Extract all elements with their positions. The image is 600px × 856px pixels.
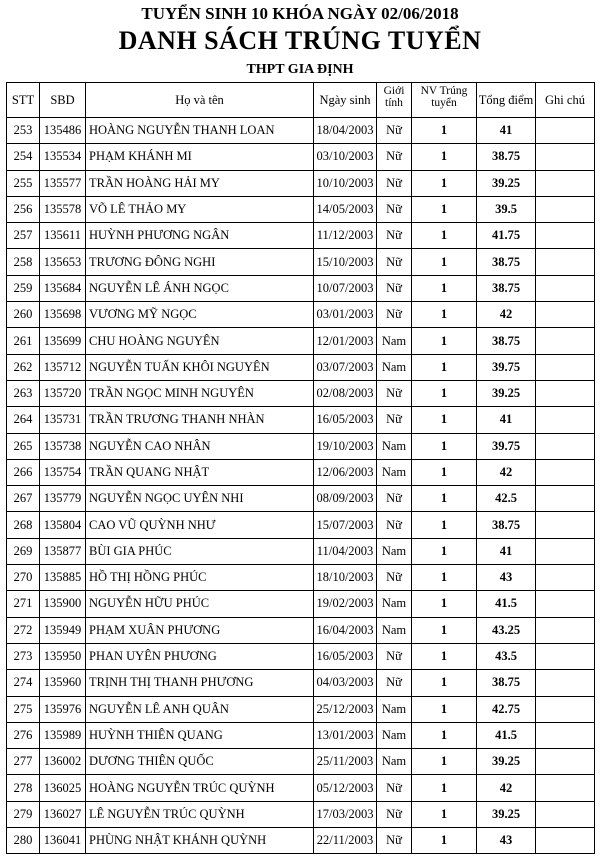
cell-nv: 1 [412, 328, 477, 354]
table-row [7, 670, 595, 696]
cell-nv: 1 [412, 302, 477, 328]
cell-score: 43 [477, 565, 536, 591]
table-row [7, 459, 595, 485]
cell-sbd: 135731 [40, 407, 86, 433]
table-row [7, 591, 595, 617]
cell-dob: 12/01/2003 [314, 328, 377, 354]
cell-score: 41 [477, 538, 536, 564]
cell-score: 43.5 [477, 643, 536, 669]
cell-nv: 1 [412, 670, 477, 696]
cell-name: TRỊNH THỊ THANH PHƯƠNG [86, 670, 314, 696]
cell-sbd: 135754 [40, 459, 86, 485]
table-row [7, 249, 595, 275]
cell-name: NGUYỄN HỮU PHÚC [86, 591, 314, 617]
cell-gender: Nữ [377, 828, 412, 854]
cell-nv: 1 [412, 144, 477, 170]
cell-nv: 1 [412, 722, 477, 748]
cell-note [536, 459, 595, 485]
cell-name: NGUYỄN TUẤN KHÔI NGUYÊN [86, 354, 314, 380]
cell-stt: 260 [7, 302, 40, 328]
cell-stt: 269 [7, 538, 40, 564]
list-title: DANH SÁCH TRÚNG TUYỂN [118, 26, 482, 55]
cell-name: BÙI GIA PHÚC [86, 538, 314, 564]
cell-sbd: 136025 [40, 775, 86, 801]
cell-stt: 276 [7, 722, 40, 748]
cell-score: 38.75 [477, 512, 536, 538]
cell-name: LÊ NGUYỄN TRÚC QUỲNH [86, 801, 314, 827]
cell-gender: Nam [377, 696, 412, 722]
cell-gender: Nữ [377, 275, 412, 301]
cell-gender: Nam [377, 591, 412, 617]
cell-score: 42.5 [477, 486, 536, 512]
cell-sbd: 135989 [40, 722, 86, 748]
cell-gender: Nữ [377, 249, 412, 275]
cell-gender: Nữ [377, 380, 412, 406]
admission-table [6, 82, 595, 854]
cell-note [536, 643, 595, 669]
cell-name: NGUYỄN LÊ ÁNH NGỌC [86, 275, 314, 301]
cell-gender: Nam [377, 328, 412, 354]
cell-dob: 16/04/2003 [314, 617, 377, 643]
cell-note [536, 670, 595, 696]
cell-note [536, 223, 595, 249]
cell-sbd: 135885 [40, 565, 86, 591]
cell-dob: 19/10/2003 [314, 433, 377, 459]
cell-dob: 16/05/2003 [314, 407, 377, 433]
cell-stt: 259 [7, 275, 40, 301]
col-header-dob: Ngày sinh [314, 83, 377, 118]
col-header-note: Ghi chú [536, 83, 595, 118]
table-row [7, 275, 595, 301]
cell-stt: 263 [7, 380, 40, 406]
cell-score: 41.5 [477, 722, 536, 748]
cell-gender: Nữ [377, 302, 412, 328]
cell-stt: 272 [7, 617, 40, 643]
cell-score: 38.75 [477, 328, 536, 354]
cell-dob: 18/04/2003 [314, 118, 377, 144]
cell-stt: 278 [7, 775, 40, 801]
cell-score: 42 [477, 775, 536, 801]
cell-gender: Nam [377, 617, 412, 643]
cell-note [536, 275, 595, 301]
table-row [7, 722, 595, 748]
cell-nv: 1 [412, 775, 477, 801]
table-row [7, 407, 595, 433]
cell-stt: 253 [7, 118, 40, 144]
cell-score: 42.75 [477, 696, 536, 722]
cell-name: HOÀNG NGUYỄN THANH LOAN [86, 118, 314, 144]
cell-gender: Nam [377, 538, 412, 564]
cell-stt: 262 [7, 354, 40, 380]
table-body [7, 118, 595, 854]
cell-stt: 273 [7, 643, 40, 669]
cell-name: PHAN UYÊN PHƯƠNG [86, 643, 314, 669]
cell-nv: 1 [412, 486, 477, 512]
cell-score: 38.75 [477, 275, 536, 301]
cell-note [536, 196, 595, 222]
cell-nv: 1 [412, 433, 477, 459]
cell-sbd: 135486 [40, 118, 86, 144]
cell-name: VÕ LÊ THẢO MY [86, 196, 314, 222]
cell-nv: 1 [412, 196, 477, 222]
cell-note [536, 486, 595, 512]
cell-nv: 1 [412, 223, 477, 249]
cell-note [536, 118, 595, 144]
cell-note [536, 591, 595, 617]
cell-gender: Nữ [377, 223, 412, 249]
cell-dob: 03/01/2003 [314, 302, 377, 328]
cell-stt: 261 [7, 328, 40, 354]
cell-note [536, 249, 595, 275]
cell-dob: 12/06/2003 [314, 459, 377, 485]
cell-note [536, 512, 595, 538]
cell-name: VƯƠNG MỸ NGỌC [86, 302, 314, 328]
cell-sbd: 135578 [40, 196, 86, 222]
cell-gender: Nữ [377, 196, 412, 222]
cell-sbd: 135653 [40, 249, 86, 275]
cell-score: 39.25 [477, 749, 536, 775]
cell-gender: Nữ [377, 144, 412, 170]
cell-stt: 264 [7, 407, 40, 433]
cell-sbd: 135712 [40, 354, 86, 380]
table-row [7, 512, 595, 538]
cell-sbd: 135577 [40, 170, 86, 196]
cell-sbd: 135804 [40, 512, 86, 538]
cell-gender: Nữ [377, 407, 412, 433]
cell-dob: 19/02/2003 [314, 591, 377, 617]
table-row [7, 170, 595, 196]
cell-sbd: 136027 [40, 801, 86, 827]
cell-name: HUỲNH PHƯƠNG NGÂN [86, 223, 314, 249]
col-header-score: Tổng điểm [477, 83, 536, 118]
table-header-row [7, 83, 595, 118]
cell-dob: 15/07/2003 [314, 512, 377, 538]
cell-stt: 271 [7, 591, 40, 617]
col-header-nv: NV Trúng tuyển [412, 83, 477, 118]
cell-dob: 04/03/2003 [314, 670, 377, 696]
cell-nv: 1 [412, 118, 477, 144]
cell-score: 39.75 [477, 354, 536, 380]
table-row [7, 486, 595, 512]
cell-note [536, 775, 595, 801]
cell-stt: 268 [7, 512, 40, 538]
table-row [7, 380, 595, 406]
cell-score: 38.75 [477, 670, 536, 696]
cell-note [536, 565, 595, 591]
cell-score: 39.25 [477, 801, 536, 827]
cell-dob: 02/08/2003 [314, 380, 377, 406]
cell-nv: 1 [412, 749, 477, 775]
cell-gender: Nam [377, 722, 412, 748]
cell-nv: 1 [412, 407, 477, 433]
cell-sbd: 135534 [40, 144, 86, 170]
table-row [7, 433, 595, 459]
cell-gender: Nữ [377, 170, 412, 196]
cell-sbd: 135949 [40, 617, 86, 643]
cell-name: PHẠM KHÁNH MI [86, 144, 314, 170]
cell-dob: 11/12/2003 [314, 223, 377, 249]
cell-name: NGUYỄN NGỌC UYÊN NHI [86, 486, 314, 512]
cell-score: 41.75 [477, 223, 536, 249]
cell-gender: Nữ [377, 643, 412, 669]
cell-note [536, 538, 595, 564]
cell-sbd: 135684 [40, 275, 86, 301]
cell-sbd: 135976 [40, 696, 86, 722]
table-row [7, 196, 595, 222]
cell-gender: Nam [377, 354, 412, 380]
cell-name: PHÙNG NHẬT KHÁNH QUỲNH [86, 828, 314, 854]
cell-note [536, 801, 595, 827]
cell-dob: 17/03/2003 [314, 801, 377, 827]
table-row [7, 328, 595, 354]
cell-stt: 256 [7, 196, 40, 222]
cell-score: 42 [477, 459, 536, 485]
cell-score: 39.5 [477, 196, 536, 222]
cell-sbd: 135877 [40, 538, 86, 564]
cell-gender: Nữ [377, 801, 412, 827]
cell-sbd: 135779 [40, 486, 86, 512]
table-row [7, 118, 595, 144]
cell-note [536, 828, 595, 854]
cell-gender: Nữ [377, 775, 412, 801]
cell-note [536, 407, 595, 433]
col-header-stt: STT [7, 83, 40, 118]
cell-nv: 1 [412, 696, 477, 722]
cell-sbd: 135950 [40, 643, 86, 669]
table-row [7, 643, 595, 669]
cell-sbd: 135698 [40, 302, 86, 328]
cell-note [536, 354, 595, 380]
cell-sbd: 135738 [40, 433, 86, 459]
cell-stt: 270 [7, 565, 40, 591]
cell-stt: 267 [7, 486, 40, 512]
cell-stt: 277 [7, 749, 40, 775]
cell-dob: 08/09/2003 [314, 486, 377, 512]
cell-dob: 14/05/2003 [314, 196, 377, 222]
cell-score: 41 [477, 118, 536, 144]
cell-dob: 10/07/2003 [314, 275, 377, 301]
table-row [7, 775, 595, 801]
cell-note [536, 696, 595, 722]
cell-name: DƯƠNG THIÊN QUỐC [86, 749, 314, 775]
cell-dob: 03/10/2003 [314, 144, 377, 170]
cell-note [536, 433, 595, 459]
cell-note [536, 144, 595, 170]
table-row [7, 749, 595, 775]
cell-gender: Nữ [377, 118, 412, 144]
table-row [7, 617, 595, 643]
cell-note [536, 749, 595, 775]
cell-stt: 265 [7, 433, 40, 459]
cell-dob: 22/11/2003 [314, 828, 377, 854]
cell-dob: 13/01/2003 [314, 722, 377, 748]
table-row [7, 828, 595, 854]
cell-nv: 1 [412, 591, 477, 617]
cell-note [536, 328, 595, 354]
cell-gender: Nữ [377, 565, 412, 591]
cell-nv: 1 [412, 249, 477, 275]
cell-sbd: 135611 [40, 223, 86, 249]
cell-dob: 18/10/2003 [314, 565, 377, 591]
table-row [7, 144, 595, 170]
cell-stt: 258 [7, 249, 40, 275]
cell-name: CAO VŨ QUỲNH NHƯ [86, 512, 314, 538]
cell-dob: 16/05/2003 [314, 643, 377, 669]
cell-score: 39.75 [477, 433, 536, 459]
school-name: THPT GIA ĐỊNH [246, 62, 354, 77]
cell-nv: 1 [412, 512, 477, 538]
table-row [7, 354, 595, 380]
cell-note [536, 170, 595, 196]
cell-score: 39.25 [477, 380, 536, 406]
cell-dob: 05/12/2003 [314, 775, 377, 801]
cell-dob: 15/10/2003 [314, 249, 377, 275]
col-header-sbd: SBD [40, 83, 86, 118]
cell-gender: Nam [377, 749, 412, 775]
cell-nv: 1 [412, 170, 477, 196]
cell-nv: 1 [412, 354, 477, 380]
cell-dob: 11/04/2003 [314, 538, 377, 564]
cell-name: HOÀNG NGUYỄN TRÚC QUỲNH [86, 775, 314, 801]
cell-sbd: 135720 [40, 380, 86, 406]
cell-note [536, 380, 595, 406]
exam-title: TUYỂN SINH 10 KHÓA NGÀY 02/06/2018 [141, 4, 459, 23]
cell-name: TRẦN NGỌC MINH NGUYÊN [86, 380, 314, 406]
cell-stt: 274 [7, 670, 40, 696]
cell-note [536, 722, 595, 748]
cell-nv: 1 [412, 380, 477, 406]
cell-name: CHU HOÀNG NGUYÊN [86, 328, 314, 354]
cell-dob: 25/12/2003 [314, 696, 377, 722]
cell-name: TRẦN HOÀNG HẢI MY [86, 170, 314, 196]
table-row [7, 302, 595, 328]
cell-nv: 1 [412, 565, 477, 591]
cell-gender: Nam [377, 433, 412, 459]
cell-score: 43.25 [477, 617, 536, 643]
cell-name: TRẦN QUANG NHẬT [86, 459, 314, 485]
cell-stt: 255 [7, 170, 40, 196]
cell-note [536, 302, 595, 328]
cell-sbd: 136041 [40, 828, 86, 854]
cell-name: HỒ THỊ HỒNG PHÚC [86, 565, 314, 591]
cell-dob: 03/07/2003 [314, 354, 377, 380]
table-row [7, 696, 595, 722]
col-header-gender: Giới tính [377, 83, 412, 118]
cell-score: 38.75 [477, 144, 536, 170]
cell-name: TRƯƠNG ĐÔNG NGHI [86, 249, 314, 275]
cell-score: 39.25 [477, 170, 536, 196]
cell-sbd: 135960 [40, 670, 86, 696]
cell-score: 41 [477, 407, 536, 433]
cell-gender: Nữ [377, 670, 412, 696]
cell-stt: 266 [7, 459, 40, 485]
cell-gender: Nữ [377, 486, 412, 512]
table-row [7, 538, 595, 564]
cell-gender: Nữ [377, 512, 412, 538]
cell-score: 43 [477, 828, 536, 854]
cell-dob: 10/10/2003 [314, 170, 377, 196]
cell-nv: 1 [412, 459, 477, 485]
cell-score: 41.5 [477, 591, 536, 617]
cell-stt: 279 [7, 801, 40, 827]
cell-name: TRẦN TRƯƠNG THANH NHÀN [86, 407, 314, 433]
cell-gender: Nam [377, 459, 412, 485]
table-row [7, 565, 595, 591]
cell-nv: 1 [412, 801, 477, 827]
cell-sbd: 136002 [40, 749, 86, 775]
cell-name: PHẠM XUÂN PHƯƠNG [86, 617, 314, 643]
table-row [7, 801, 595, 827]
cell-score: 38.75 [477, 249, 536, 275]
table-row [7, 223, 595, 249]
cell-nv: 1 [412, 643, 477, 669]
cell-nv: 1 [412, 828, 477, 854]
cell-score: 42 [477, 302, 536, 328]
cell-name: HUỲNH THIÊN QUANG [86, 722, 314, 748]
cell-nv: 1 [412, 538, 477, 564]
cell-stt: 254 [7, 144, 40, 170]
cell-nv: 1 [412, 275, 477, 301]
cell-stt: 280 [7, 828, 40, 854]
cell-stt: 275 [7, 696, 40, 722]
col-header-name: Họ và tên [86, 83, 314, 118]
cell-sbd: 135900 [40, 591, 86, 617]
cell-nv: 1 [412, 617, 477, 643]
cell-sbd: 135699 [40, 328, 86, 354]
cell-name: NGUYỄN LÊ ANH QUÂN [86, 696, 314, 722]
cell-name: NGUYỄN CAO NHÂN [86, 433, 314, 459]
cell-note [536, 617, 595, 643]
cell-dob: 25/11/2003 [314, 749, 377, 775]
cell-stt: 257 [7, 223, 40, 249]
